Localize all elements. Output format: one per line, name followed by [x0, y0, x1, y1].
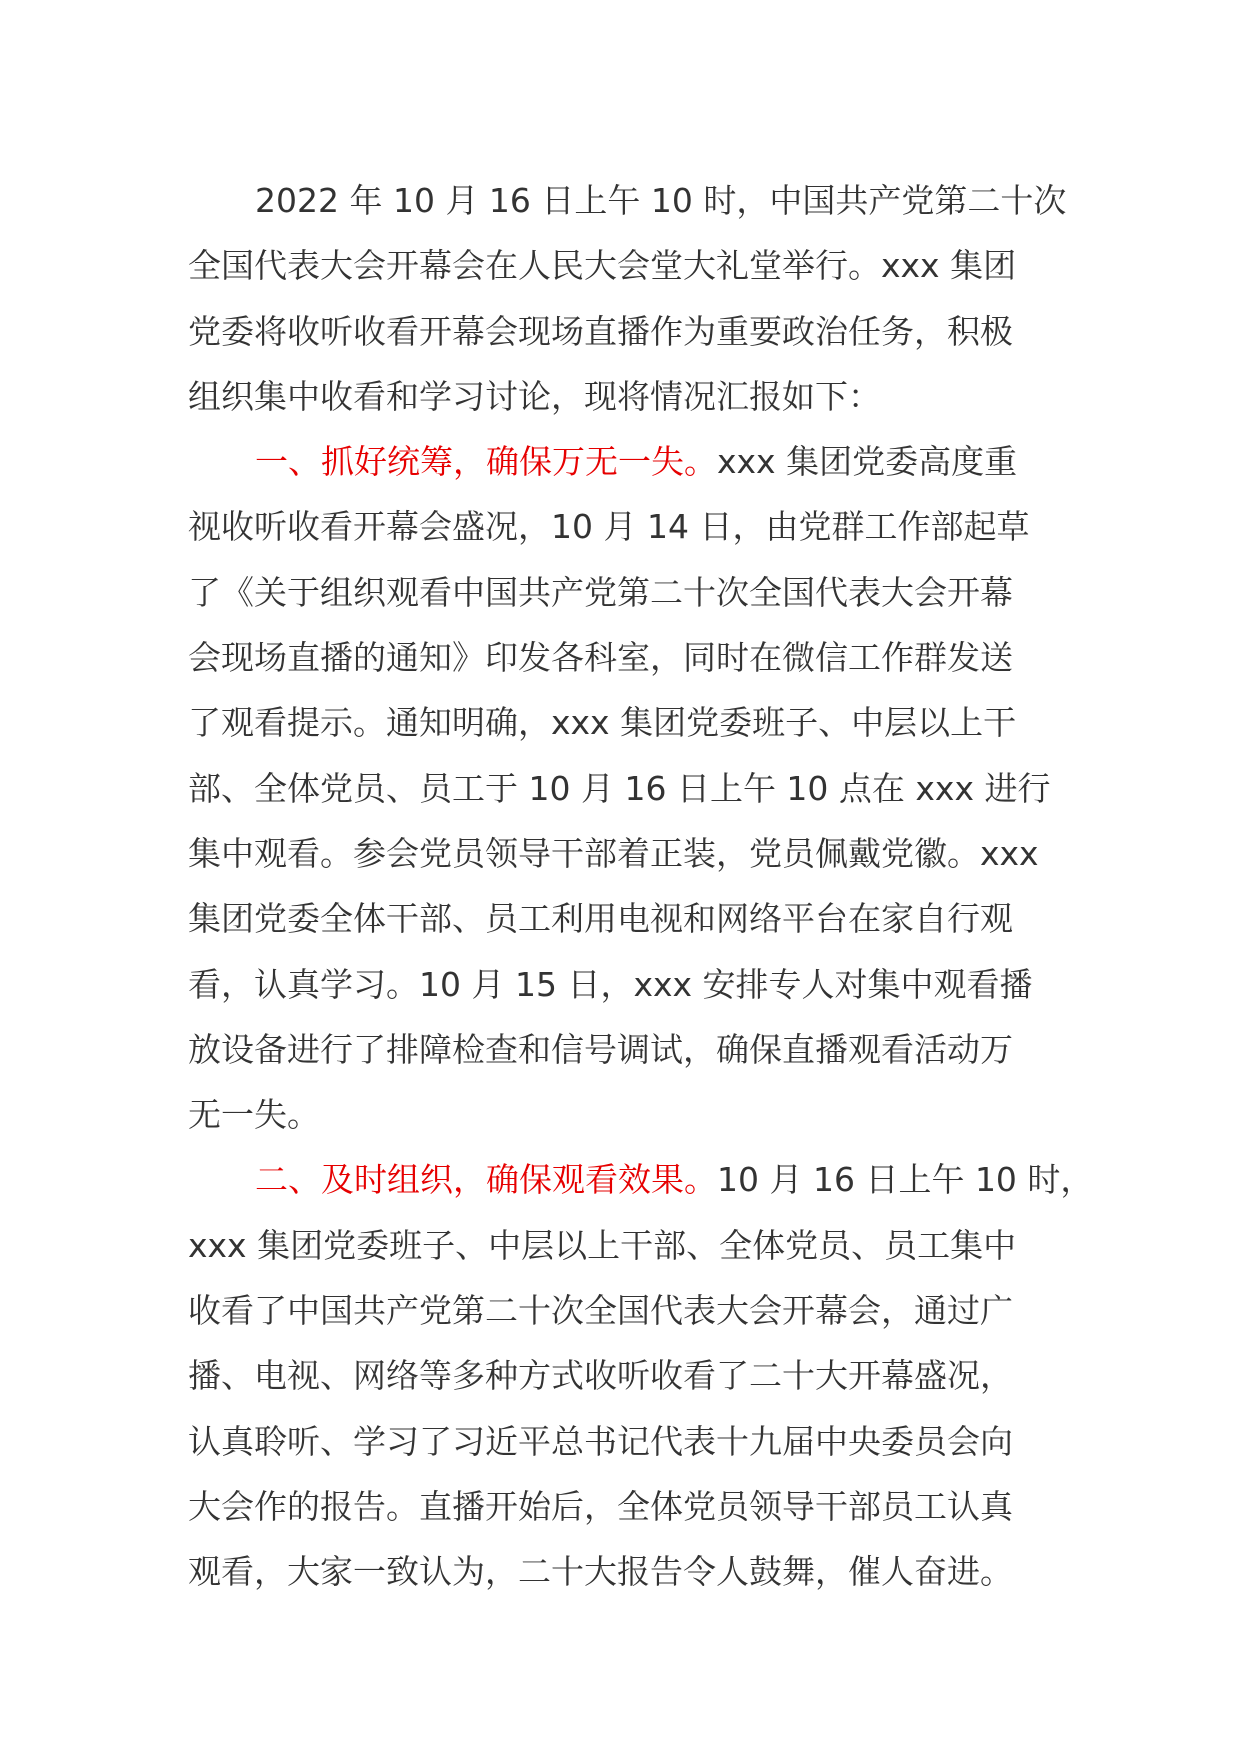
- paragraph-3-first-line-rest: 10 月 16 日上午 10 时，: [717, 1160, 1094, 1200]
- paragraph-3-line-5: 认真聆听、学习了习近平总书记代表十九届中央委员会向: [188, 1421, 1013, 1461]
- paragraph-2-line-9: 看，认真学习。10 月 15 日，xxx 安排专人对集中观看播: [188, 964, 1033, 1004]
- paragraph-2-line-5: 了观看提示。通知明确，xxx 集团党委班子、中层以上干: [188, 703, 1017, 743]
- paragraph-1-line-1: 2022 年 10 月 16 日上午 10 时，中国共产党第二十次: [255, 181, 1067, 220]
- paragraph-3-line-3: 收看了中国共产党第二十次全国代表大会开幕会，通过广: [188, 1291, 1013, 1331]
- paragraph-2-line-2: 视收听收看开幕会盛况，10 月 14 日，由党群工作部起草: [188, 507, 1030, 547]
- paragraph-2-line-6: 部、全体党员、员工于 10 月 16 日上午 10 点在 xxx 进行: [188, 768, 1051, 808]
- paragraph-2-first-line-rest: xxx 集团党委高度重: [717, 442, 1018, 482]
- paragraph-3-first-line: [188, 1147, 1094, 1212]
- paragraph-1-line-3: 党委将收听收看开幕会现场直播作为重要政治任务，积极: [188, 311, 1013, 351]
- paragraph-1-line-2: 全国代表大会开幕会在人民大会堂大礼堂举行。xxx 集团: [188, 246, 1017, 286]
- paragraph-3-line-4: 播、电视、网络等多种方式收听收看了二十大开幕盛况，: [188, 1356, 1013, 1396]
- document-body: [188, 168, 1094, 1605]
- paragraph-3-line-2: xxx 集团党委班子、中层以上干部、全体党员、员工集中: [188, 1225, 1017, 1265]
- paragraph-2-line-8: 集团党委全体干部、员工利用电视和网络平台在家自行观: [188, 899, 1013, 939]
- paragraph-3-line-6: 大会作的报告。直播开始后，全体党员领导干部员工认真: [188, 1486, 1013, 1526]
- paragraph-2-line-3: 了《关于组织观看中国共产党第二十次全国代表大会开幕: [188, 572, 1013, 612]
- section-1-heading: 一、抓好统筹，确保万无一失。: [255, 442, 717, 482]
- paragraph-2-line-4: 会现场直播的通知》印发各科室，同时在微信工作群发送: [188, 638, 1013, 678]
- paragraph-2-line-10: 放设备进行了排障检查和信号调试，确保直播观看活动万: [188, 1029, 1013, 1069]
- paragraph-2-first-line: [188, 429, 1048, 494]
- section-2-heading: 二、及时组织，确保观看效果。: [255, 1160, 717, 1200]
- paragraph-2-line-7: 集中观看。参会党员领导干部着正装，党员佩戴党徽。xxx: [188, 833, 1039, 873]
- paragraph-3-line-7: 观看，大家一致认为，二十大报告令人鼓舞，催人奋进。: [188, 1552, 1013, 1592]
- paragraph-1-line-4: 组织集中收看和学习讨论，现将情况汇报如下：: [188, 376, 881, 416]
- paragraph-2-line-11: 无一失。: [188, 1095, 320, 1135]
